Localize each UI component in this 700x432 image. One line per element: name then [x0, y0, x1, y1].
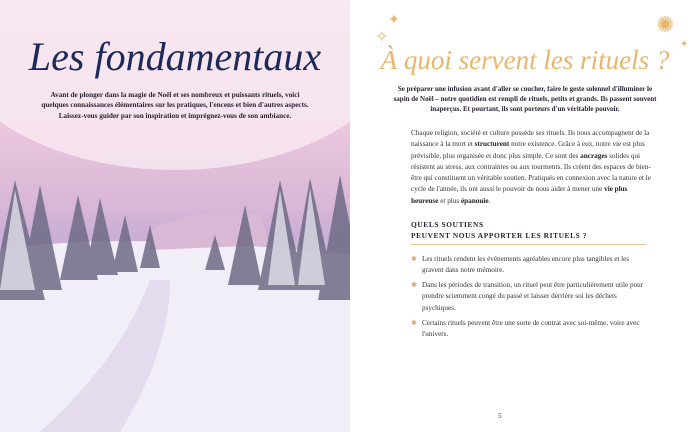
- star-bullet-icon: ✱: [411, 318, 417, 327]
- body-paragraph: [411, 128, 651, 206]
- list-item: ✱ Les rituels rendent les événements agréables encore plus tangibles et les gravent dans notre mémoire.: [411, 254, 630, 274]
- sparkle-icon: ✦: [680, 39, 689, 50]
- list-item: ✱ Dans les périodes de transition, un rituel peut être particulièrement utile pour prendre sciemment congé du passé et laisser derrière soi les déchets psychiques.: [411, 281, 644, 312]
- emphasis-text: épanouie: [460, 196, 489, 205]
- page-title: Les fondamentaux: [28, 34, 322, 79]
- body-text: et plus: [438, 196, 461, 205]
- page-title: À quoi servent les rituels ?: [380, 45, 670, 75]
- sparkle-icon: ✺: [656, 12, 675, 37]
- right-page: [350, 0, 700, 432]
- right-content: [350, 44, 700, 344]
- bullet-list: [411, 254, 651, 344]
- page-number: 5: [498, 412, 502, 420]
- body-text: Chaque religion, société et culture possède ses rituels. Ils nous accompagnent de la naissance à la mort et: [411, 129, 650, 149]
- intro-text: Se préparer une infusion avant d'aller se coucher, faire le geste solennel d'illuminer le sapin de Noël – notre quotidien est rempli de rituels, petits et grands. Ils passent souvent inaperçus. Et pourtant, ils sont porteurs d'un véritable pouvoir.: [393, 85, 657, 114]
- emphasis-text: structurent: [474, 140, 510, 149]
- sparkle-icon: ✧: [375, 29, 389, 46]
- star-bullet-icon: ✱: [411, 254, 417, 263]
- section-heading: QUELS SOUTIENS PEUVENT NOUS APPORTER LES RITUELS ?: [411, 219, 646, 245]
- body-text: notre existence. Grâce à eux, notre vie est plus prévisible, plus organisée et donc plus simple. Ce sont des: [411, 140, 645, 160]
- left-header: [0, 34, 350, 121]
- sparkle-icon: ✦: [388, 13, 400, 28]
- body-text: .: [488, 196, 491, 205]
- star-bullet-icon: ✱: [411, 281, 417, 290]
- body-text: solides qui résistent au stress, aux contraintes ou aux tourments. Ils créent des espaces de bien-être qui constituent un véritable soutien. Pratiqués en connexion avec la nature et le cycle de l'année, ils ont aussi le pouvoir de nous aider à mener une: [411, 151, 651, 194]
- list-item: ✱ Certains rituels peuvent être une sorte de contrat avec soi-même, voire avec l'univers.: [411, 318, 640, 338]
- emphasis-text: vie plus heureuse: [411, 185, 628, 205]
- intro-text: Avant de plonger dans la magie de Noël et ses nombreux et puissants rituels, voici quelques connaissances élémentaires sur les pratiques, l'encens et bien d'autres aspects. Laissez-vous guider par son inspiration et imprégnez-vous de son ambiance.: [41, 91, 309, 120]
- emphasis-text: ancrages: [580, 151, 608, 160]
